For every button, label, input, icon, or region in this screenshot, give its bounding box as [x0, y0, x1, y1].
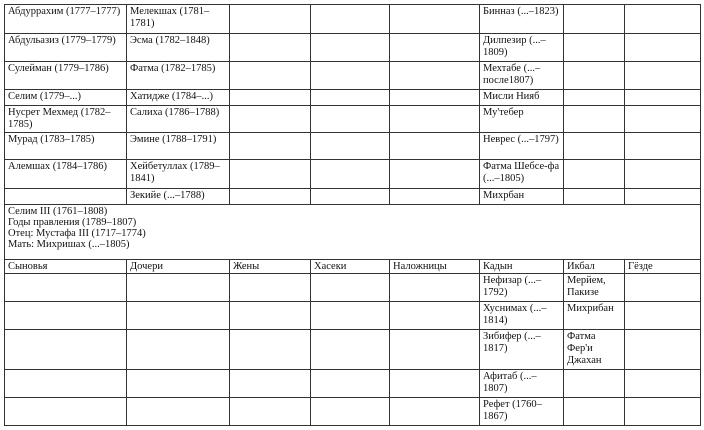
empty-cell [564, 106, 625, 133]
header-row [5, 260, 701, 274]
empty-cell [625, 133, 701, 160]
empty-cell [390, 160, 480, 189]
kadin-cell: Дилпезир (...–1809) [480, 34, 564, 62]
sons-cell: Алемшах (1784–1786) [5, 160, 127, 189]
empty-cell [390, 133, 480, 160]
empty-cell [311, 330, 390, 370]
empty-cell [5, 330, 127, 370]
empty-cell [230, 160, 311, 189]
empty-cell [230, 274, 311, 302]
mother-info: Мать: Михришах (...–1805) [8, 239, 130, 250]
empty-cell [625, 34, 701, 62]
empty-cell [230, 62, 311, 90]
empty-cell [311, 5, 390, 34]
empty-cell [390, 274, 480, 302]
ikbal-cell: Михрибан [564, 302, 625, 330]
header-concubines: Наложницы [390, 260, 480, 274]
empty-cell [390, 370, 480, 398]
bottom-row [5, 274, 701, 302]
daughters-cell: Салиха (1786–1788) [127, 106, 230, 133]
header-sons: Сыновья [5, 260, 127, 274]
empty-cell [5, 302, 127, 330]
empty-cell [127, 370, 230, 398]
empty-cell [230, 398, 311, 426]
header-daughters: Дочери [127, 260, 230, 274]
empty-cell [390, 189, 480, 205]
empty-cell [230, 34, 311, 62]
kadin-cell: Рефет (1760–1867) [480, 398, 564, 426]
empty-cell [230, 90, 311, 106]
empty-cell [230, 106, 311, 133]
empty-cell [390, 398, 480, 426]
kadin-cell: Мехтабе (...–после1807) [480, 62, 564, 90]
empty-cell [625, 274, 701, 302]
empty-cell [625, 398, 701, 426]
empty-cell [127, 330, 230, 370]
daughters-cell: Хатидже (1784–...) [127, 90, 230, 106]
daughters-cell: Эмине (1788–1791) [127, 133, 230, 160]
empty-cell [564, 160, 625, 189]
top-row [5, 62, 701, 90]
sultan-name: Селим III (1761–1808) [8, 206, 108, 217]
daughters-cell: Фатма (1782–1785) [127, 62, 230, 90]
sons-cell: Сулейман (1779–1786) [5, 62, 127, 90]
empty-cell [564, 5, 625, 34]
empty-cell [625, 160, 701, 189]
kadin-cell: Бинназ (...–1823) [480, 5, 564, 34]
top-row [5, 160, 701, 189]
header-wives: Жены [230, 260, 311, 274]
genealogy-table [4, 4, 701, 426]
sultan-info-cell [5, 205, 701, 260]
empty-cell [564, 189, 625, 205]
empty-cell [311, 62, 390, 90]
sons-cell [5, 189, 127, 205]
ikbal-cell [564, 370, 625, 398]
empty-cell [625, 106, 701, 133]
empty-cell [625, 330, 701, 370]
empty-cell [311, 398, 390, 426]
empty-cell [311, 34, 390, 62]
empty-cell [564, 34, 625, 62]
sultan-info-row [5, 205, 701, 260]
empty-cell [5, 274, 127, 302]
header-ikbal: Икбал [564, 260, 625, 274]
ikbal-cell: Фатма Фер'и Джахан [564, 330, 625, 370]
bottom-row [5, 370, 701, 398]
bottom-row [5, 330, 701, 370]
empty-cell [311, 189, 390, 205]
reign-years: Годы правления (1789–1807) [8, 217, 137, 228]
kadin-cell: Хуснимах (...–1814) [480, 302, 564, 330]
empty-cell [564, 90, 625, 106]
empty-cell [230, 330, 311, 370]
kadin-cell: Зибифер (...–1817) [480, 330, 564, 370]
top-row [5, 189, 701, 205]
top-row [5, 90, 701, 106]
sons-cell: Нусрет Мехмед (1782–1785) [5, 106, 127, 133]
ikbal-cell [564, 398, 625, 426]
father-info: Отец: Мустафа III (1717–1774) [8, 228, 146, 239]
empty-cell [390, 330, 480, 370]
empty-cell [390, 62, 480, 90]
kadin-cell: Нефизар (...–1792) [480, 274, 564, 302]
kadin-cell: Му'тебер [480, 106, 564, 133]
empty-cell [311, 274, 390, 302]
bottom-row [5, 398, 701, 426]
kadin-cell: Мисли Нияб [480, 90, 564, 106]
kadin-cell: Неврес (...–1797) [480, 133, 564, 160]
daughters-cell: Хейбетуллах (1789–1841) [127, 160, 230, 189]
empty-cell [625, 302, 701, 330]
ikbal-cell: Мерйем, Пакизе [564, 274, 625, 302]
empty-cell [564, 62, 625, 90]
daughters-cell: Эсма (1782–1848) [127, 34, 230, 62]
top-row [5, 5, 701, 34]
empty-cell [625, 90, 701, 106]
empty-cell [230, 302, 311, 330]
empty-cell [390, 90, 480, 106]
empty-cell [390, 5, 480, 34]
empty-cell [311, 106, 390, 133]
daughters-cell: Мелекшах (1781–1781) [127, 5, 230, 34]
daughters-cell: Зекийе (...–1788) [127, 189, 230, 205]
header-kadin: Кадын [480, 260, 564, 274]
empty-cell [5, 370, 127, 398]
header-haseki: Хасеки [311, 260, 390, 274]
empty-cell [625, 189, 701, 205]
empty-cell [230, 370, 311, 398]
empty-cell [564, 133, 625, 160]
empty-cell [230, 133, 311, 160]
empty-cell [390, 34, 480, 62]
sons-cell: Абдульазиз (1779–1779) [5, 34, 127, 62]
sons-cell: Селим (1779–...) [5, 90, 127, 106]
kadin-cell: Фатма Шебсе-фа (...–1805) [480, 160, 564, 189]
empty-cell [311, 133, 390, 160]
top-row [5, 106, 701, 133]
top-row [5, 133, 701, 160]
empty-cell [390, 106, 480, 133]
empty-cell [625, 370, 701, 398]
empty-cell [311, 160, 390, 189]
sons-cell: Мурад (1783–1785) [5, 133, 127, 160]
empty-cell [230, 5, 311, 34]
header-gozde: Гёзде [625, 260, 701, 274]
empty-cell [127, 302, 230, 330]
empty-cell [230, 189, 311, 205]
sons-cell: Абдуррахим (1777–1777) [5, 5, 127, 34]
empty-cell [5, 398, 127, 426]
kadin-cell: Михрбан [480, 189, 564, 205]
empty-cell [127, 274, 230, 302]
empty-cell [127, 398, 230, 426]
empty-cell [311, 302, 390, 330]
bottom-row [5, 302, 701, 330]
empty-cell [625, 5, 701, 34]
empty-cell [311, 90, 390, 106]
top-row [5, 34, 701, 62]
empty-cell [625, 62, 701, 90]
empty-cell [311, 370, 390, 398]
kadin-cell: Афитаб (...–1807) [480, 370, 564, 398]
empty-cell [390, 302, 480, 330]
